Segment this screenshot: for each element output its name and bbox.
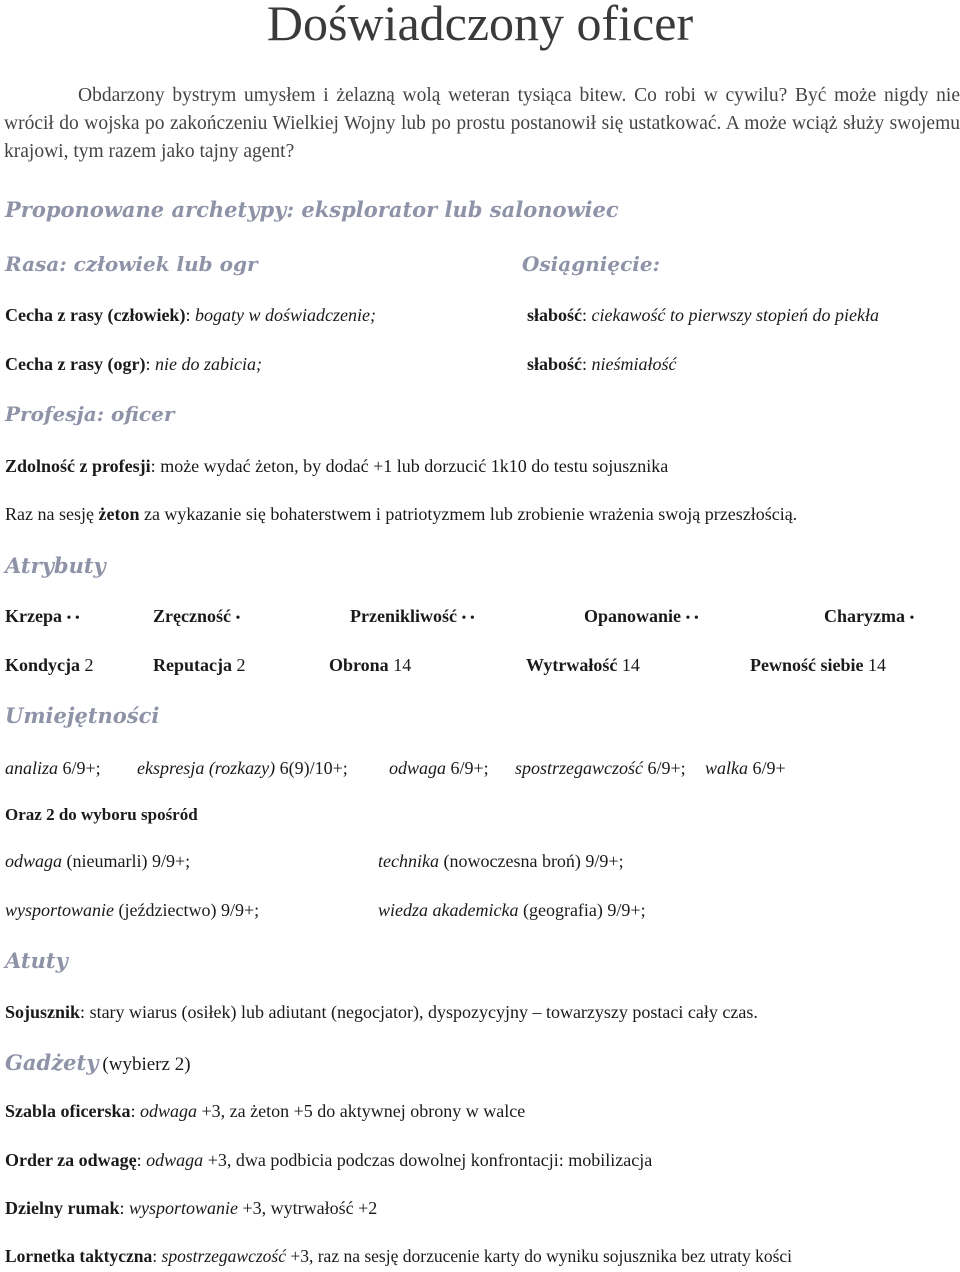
perk-text: stary wiarus (osiłek) lub adiutant (negocjator), dyspozycyjny – towarzyszy postaci cały czas. (89, 1002, 758, 1022)
weakness-1-label: słabość (527, 305, 583, 325)
skill-value: 6/9+ (752, 758, 786, 778)
race-trait-ogre-label: Cecha z rasy (ogr) (5, 354, 146, 374)
derived-name: Reputacja (153, 655, 232, 675)
attribute-krzepa (5, 606, 80, 627)
race-trait-human-value: bogaty w doświadczenie; (194, 305, 376, 325)
gadget-rumak: Dzielny rumak: wysportowanie +3, wytrwałość +2 (5, 1198, 378, 1218)
race-trait-human: Cecha z rasy (człowiek): bogaty w doświadczenie; (5, 305, 376, 325)
token-post: za wykazanie się bohaterstwem i patriotyzmem lub zrobienie wrażenia swoją przeszłością. (139, 504, 798, 524)
skills-heading: Umiejętności (5, 703, 160, 728)
derived-value: 2 (236, 655, 246, 675)
gadget-label: Szabla oficerska (5, 1101, 131, 1121)
profession-heading: Profesja: oficer (5, 402, 175, 426)
race-trait-ogre: Cecha z rasy (ogr): nie do zabicia; (5, 354, 262, 374)
gadget-text: +3, za żeton +5 do aktywnej obrony w walce (201, 1101, 526, 1121)
derived-value: 2 (84, 655, 94, 675)
skill-value: 6/9+; (647, 758, 686, 778)
skill-name: analiza (5, 758, 59, 778)
profession-ability-text: może wydać żeton, by dodać +1 lub dorzucić 1k10 do testu sojusznika (160, 456, 669, 476)
skill-name: ekspresja (rozkazy) (137, 758, 276, 778)
gadgets-heading: Gadżety (5, 1050, 99, 1075)
derived-name: Pewność siebie (750, 655, 864, 675)
intro-paragraph: Obdarzony bystrym umysłem i żelazną wolą weteran tysiąca bitew. Co robi w cywilu? Być może nigdy nie wrócił do wojska po zakończeniu Wielkiej Wojny lub po prostu postanowił się ustatkować. A może wciąż służy swojemu krajowi, tym razem jako tajny agent? (4, 85, 960, 162)
profession-ability-label: Zdolność z profesji (5, 456, 151, 476)
profession-token (5, 504, 797, 525)
profession-ability: Zdolność z profesji: może wydać żeton, by dodać +1 lub dorzucić 1k10 do testu sojusznika (5, 456, 669, 476)
derived-pewnosc-siebie (750, 655, 886, 676)
skill-ekspresja (137, 758, 348, 779)
skill-name: odwaga (389, 758, 447, 778)
skills-choose-label: Oraz 2 do wyboru spośród (5, 805, 198, 824)
archetypes-heading: Proponowane archetypy: eksplorator lub salonowiec (5, 197, 619, 222)
derived-value: 14 (867, 655, 886, 675)
achievement-heading: Osiągnięcie: (522, 252, 660, 276)
derived-reputacja (153, 655, 246, 676)
derived-wytrwalosc (526, 655, 640, 676)
perk-sojusznik: Sojusznik: stary wiarus (osiłek) lub adiutant (negocjator), dyspozycyjny – towarzyszy postaci cały czas. (5, 1002, 758, 1022)
attribute-name: Opanowanie (584, 606, 682, 626)
attributes-heading: Atrybuty (5, 553, 106, 578)
gadget-text: +3, raz na sesję dorzucenie karty do wyniku sojusznika bez utraty kości (290, 1246, 793, 1266)
perks-heading: Atuty (5, 948, 68, 973)
attribute-dots: • (235, 611, 241, 626)
skill-choice-odwaga (5, 851, 190, 872)
attribute-name: Przenikliwość (350, 606, 457, 626)
gadget-text: +3, dwa podbicia podczas dowolnej konfrontacji: mobilizacja (207, 1150, 653, 1170)
gadget-text: +3, wytrwałość +2 (242, 1198, 378, 1218)
derived-name: Wytrwałość (526, 655, 618, 675)
gadgets-note: (wybierz 2) (102, 1054, 191, 1075)
derived-value: 14 (393, 655, 412, 675)
skill-odwaga (389, 758, 489, 779)
gadget-skill: spostrzegawczość (161, 1246, 286, 1266)
gadget-skill: wysportowanie (129, 1198, 239, 1218)
choice-name: wysportowanie (5, 900, 115, 920)
race-heading: Rasa: człowiek lub ogr (5, 252, 258, 276)
weakness-2-label: słabość (527, 354, 583, 374)
perk-label: Sojusznik (5, 1002, 81, 1022)
race-trait-human-label: Cecha z rasy (człowiek) (5, 305, 186, 325)
skill-choice-wiedza (378, 900, 646, 921)
gadgets-heading-line (5, 1050, 191, 1076)
derived-name: Kondycja (5, 655, 81, 675)
gadget-lornetka: Lornetka taktyczna: spostrzegawczość +3, raz na sesję dorzucenie karty do wyniku sojusznika bez utraty kości (5, 1246, 793, 1266)
skill-choice-technika (378, 851, 624, 872)
skill-spostrzegawczosc (515, 758, 686, 779)
attribute-dots: • • (66, 611, 80, 626)
derived-name: Obrona (329, 655, 389, 675)
attribute-zrecznosc (153, 606, 240, 627)
gadget-label: Order za odwagę (5, 1150, 137, 1170)
choice-name: technika (378, 851, 439, 871)
choice-name: wiedza akademicka (378, 900, 519, 920)
attribute-name: Zręczność (153, 606, 231, 626)
gadget-order: Order za odwagę: odwaga +3, dwa podbicia podczas dowolnej konfrontacji: mobilizacja (5, 1150, 653, 1170)
token-bold: żeton (98, 504, 140, 524)
race-trait-ogre-value: nie do zabicia; (154, 354, 262, 374)
weakness-2-value: nieśmiałość (591, 354, 677, 374)
skill-name: spostrzegawczość (515, 758, 644, 778)
skill-walka (705, 758, 786, 779)
derived-kondycja (5, 655, 94, 676)
weakness-1-value: ciekawość to pierwszy stopień do piekła (591, 305, 879, 325)
token-pre: Raz na sesję (5, 504, 99, 524)
attribute-dots: • (909, 611, 915, 626)
attribute-charyzma (824, 606, 914, 627)
choice-value: (geografia) 9/9+; (522, 900, 646, 920)
choice-value: (nowoczesna broń) 9/9+; (443, 851, 624, 871)
skill-value: 6/9+; (62, 758, 101, 778)
skill-choice-wysportowanie (5, 900, 259, 921)
gadget-szabla: Szabla oficerska: odwaga +3, za żeton +5 do aktywnej obrony w walce (5, 1101, 526, 1121)
attribute-name: Charyzma (824, 606, 905, 626)
skill-name: walka (705, 758, 748, 778)
weakness-2: słabość: nieśmiałość (527, 354, 677, 374)
attribute-dots: • • (461, 611, 475, 626)
attribute-dots: • • (685, 611, 699, 626)
choice-value: (nieumarli) 9/9+; (66, 851, 191, 871)
derived-obrona (329, 655, 411, 676)
attribute-przenikliwosc (350, 606, 475, 627)
gadget-label: Lornetka taktyczna (5, 1246, 153, 1266)
gadget-label: Dzielny rumak (5, 1198, 120, 1218)
skill-value: 6/9+; (450, 758, 489, 778)
attribute-name: Krzepa (5, 606, 62, 626)
choice-value: (jeździectwo) 9/9+; (118, 900, 260, 920)
skill-value: 6(9)/10+; (279, 758, 348, 778)
gadget-skill: odwaga (146, 1150, 204, 1170)
gadget-skill: odwaga (140, 1101, 198, 1121)
choice-name: odwaga (5, 851, 63, 871)
weakness-1: słabość: ciekawość to pierwszy stopień do piekła (527, 305, 879, 325)
page-title: Doświadczony oficer (266, 0, 694, 51)
skill-analiza (5, 758, 101, 779)
derived-value: 14 (621, 655, 640, 675)
attribute-opanowanie (584, 606, 699, 627)
